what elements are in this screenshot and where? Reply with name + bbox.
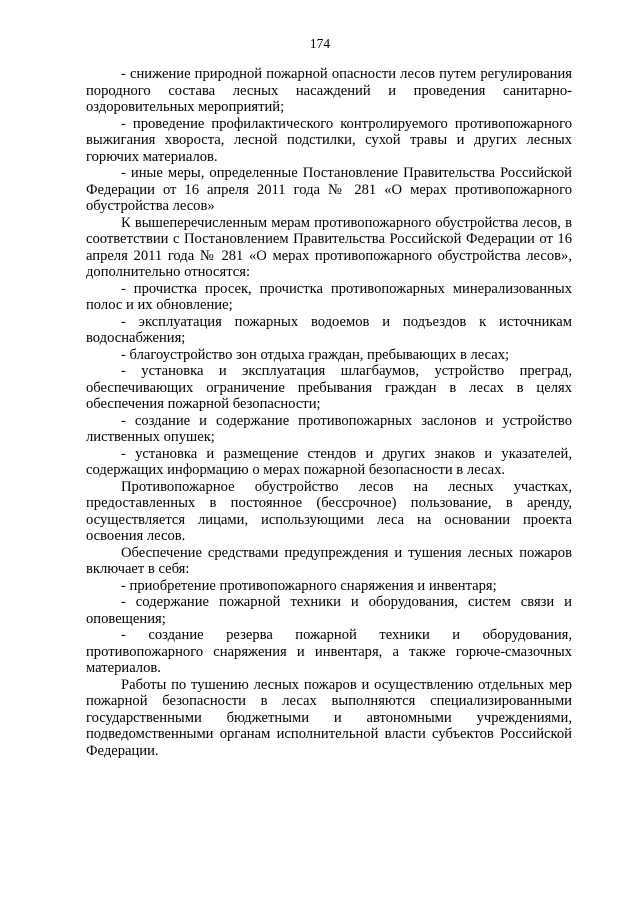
paragraph: - иные меры, определенные Постановление Правительства Российской Федерации от 16 апреля 2011 года № 281 «О мерах противопожарного обустройства лесов» xyxy=(86,165,572,214)
paragraph: - содержание пожарной техники и оборудования, систем связи и оповещения; xyxy=(86,594,572,627)
paragraph: - проведение профилактического контролируемого противопожарного выжигания хвороста, лесной подстилки, сухой травы и других лесных горючих материалов. xyxy=(86,115,572,165)
paragraph: - установка и размещение стендов и других знаков и указателей, содержащих информацию о мерах пожарной безопасности в лесах. xyxy=(86,445,572,478)
paragraph: - приобретение противопожарного снаряжения и инвентаря; xyxy=(121,577,497,594)
paragraph: К вышеперечисленным мерам противопожарного обустройства лесов, в соответствии с Постановлением Правительства Российской Федерации от 16 апреля 2011 года № 281 «О мерах противопожарного обустройства лесов», дополнительно относятся: xyxy=(86,214,572,280)
paragraph: - благоустройство зон отдыха граждан, пребывающих в лесах; xyxy=(121,346,510,363)
page-number: 174 xyxy=(309,36,331,51)
paragraph: Работы по тушению лесных пожаров и осуществлению отдельных мер пожарной безопасности в лесах выполняются специализированными государственными бюджетными и автономными учреждениями, подведомственными органам исполнительной власти субъектов Российской Федерации. xyxy=(86,676,572,759)
paragraph: - снижение природной пожарной опасности лесов путем регулирования породного состава лесных насаждений и проведения санитарно-оздоровительных мероприятий; xyxy=(86,66,572,115)
paragraph: - установка и эксплуатация шлагбаумов, устройство преград, обеспечивающих ограничение пребывания граждан в лесах в целях обеспечения пожарной безопасности; xyxy=(86,363,572,412)
paragraph: Противопожарное обустройство лесов на лесных участках, предоставленных в постоянное (бессрочное) пользование, в аренду, осуществляется лицами, использующими леса на основании проекта освоения лесов. xyxy=(86,478,572,544)
paragraph: - создание и содержание противопожарных заслонов и устройство лиственных опушек; xyxy=(86,412,572,445)
document-body xyxy=(86,66,572,759)
paragraph: - прочистка просек, прочистка противопожарных минерализованных полос и их обновление; xyxy=(86,280,572,313)
paragraph: - создание резерва пожарной техники и оборудования, противопожарного снаряжения и инвентаря, а также горюче-смазочных материалов. xyxy=(86,627,572,676)
paragraph: - эксплуатация пожарных водоемов и подъездов к источникам водоснабжения; xyxy=(86,313,572,346)
paragraph: Обеспечение средствами предупреждения и тушения лесных пожаров включает в себя: xyxy=(86,544,572,577)
